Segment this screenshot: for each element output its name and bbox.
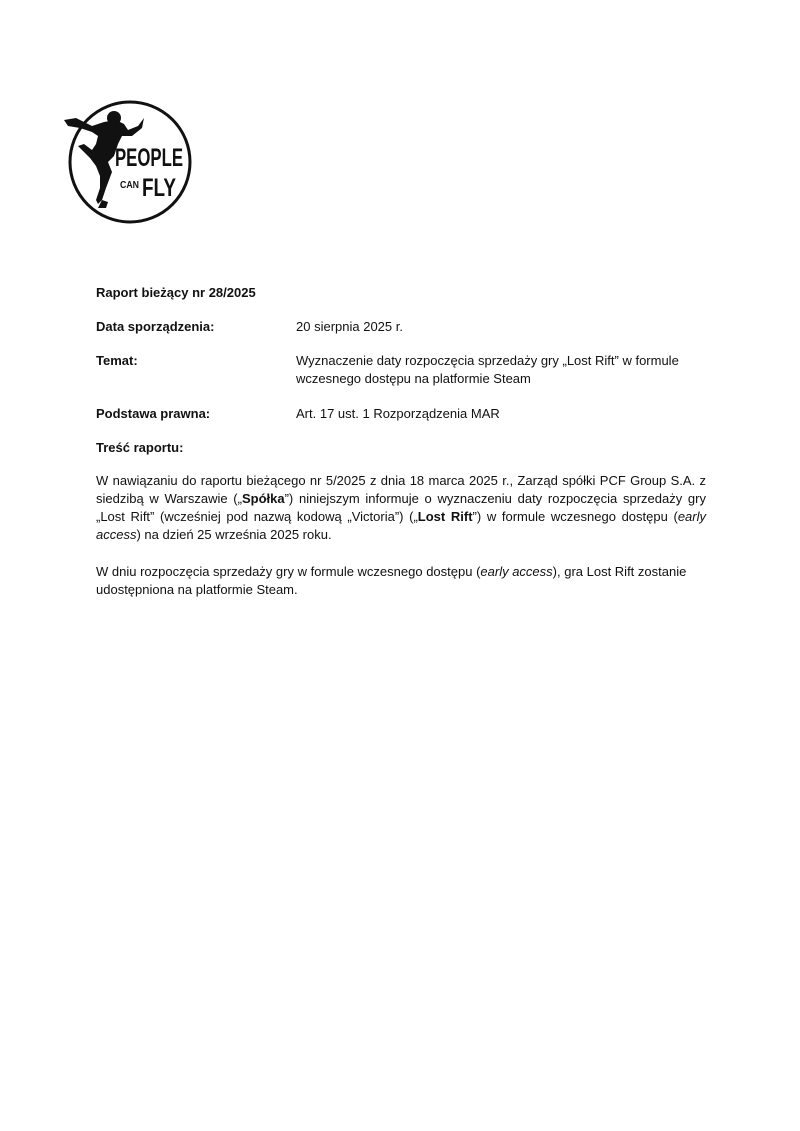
date-value: 20 sierpnia 2025 r. bbox=[296, 319, 403, 334]
p2-text-1: W dniu rozpoczęcia sprzedaży gry w formule wczesnego dostępu ( bbox=[96, 564, 481, 579]
legal-basis-row bbox=[96, 405, 706, 423]
topic-row bbox=[96, 352, 706, 388]
date-label: Data sporządzenia: bbox=[96, 319, 215, 334]
people-can-fly-logo-icon bbox=[62, 96, 196, 226]
p1-bold-game: Lost Rift bbox=[417, 509, 473, 524]
p1-text-3: ”) w formule wczesnego dostępu ( bbox=[472, 509, 678, 524]
p2-text-2: ), gra Lost Rift zostanie udostępniona na platformie Steam. bbox=[96, 564, 687, 597]
topic-value: Wyznaczenie daty rozpoczęcia sprzedaży gry „Lost Rift” w formule wczesnego dostępu na platformie Steam bbox=[296, 353, 679, 386]
paragraph-announcement bbox=[96, 472, 706, 544]
content-heading: Treść raportu: bbox=[96, 440, 184, 455]
p1-bold-company: Spółka bbox=[241, 491, 285, 506]
company-logo bbox=[62, 96, 196, 226]
logo-text-can: CAN bbox=[120, 180, 139, 191]
logo-text-people: PEOPLE bbox=[115, 144, 183, 172]
p2-italic-early-access: early access bbox=[480, 564, 553, 579]
date-row bbox=[96, 318, 706, 336]
report-title: Raport bieżący nr 28/2025 bbox=[96, 285, 256, 300]
p1-italic-early-access: early access bbox=[96, 509, 706, 542]
legal-basis-label: Podstawa prawna: bbox=[96, 406, 211, 421]
p1-text-1: W nawiązaniu do raportu bieżącego nr 5/2025 z dnia 18 marca 2025 r., Zarząd spółki PCF Group S.A. z siedzibą w Warszawie („ bbox=[96, 473, 706, 506]
p1-text-2: ”) niniejszym informuje o wyznaczeniu daty rozpoczęcia sprzedaży gry „Lost Rift” (wcześniej pod nazwą kodową „Victoria”) („ bbox=[96, 491, 706, 524]
legal-basis-value: Art. 17 ust. 1 Rozporządzenia MAR bbox=[296, 406, 500, 421]
p1-text-4: ) na dzień 25 września 2025 roku. bbox=[136, 527, 332, 542]
paragraph-steam bbox=[96, 563, 706, 599]
logo-text-fly: FLY bbox=[142, 174, 177, 202]
topic-label: Temat: bbox=[96, 353, 138, 368]
